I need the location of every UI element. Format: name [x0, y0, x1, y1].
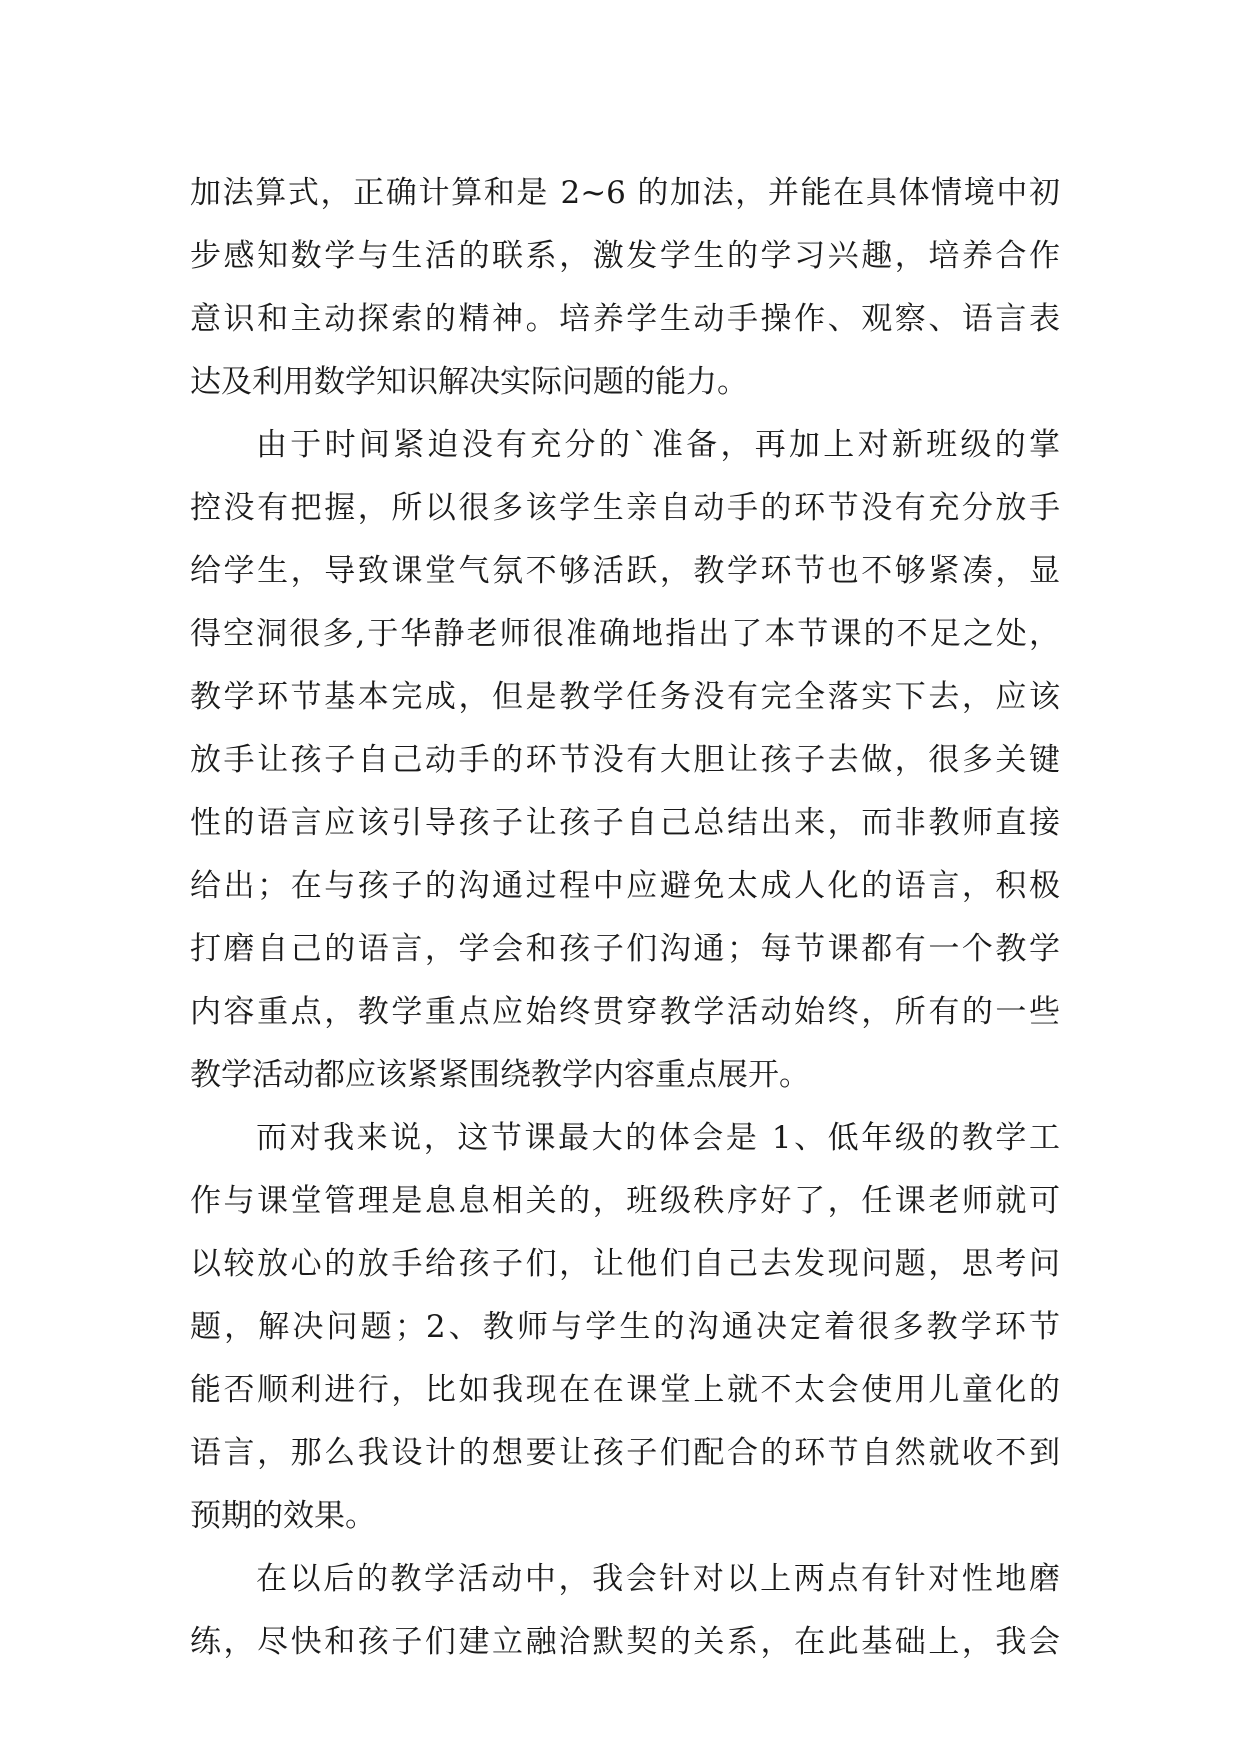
text-line: 意识和主动探索的精神。培养学生动手操作、观察、语言表: [190, 301, 1060, 337]
text-line: 性的语言应该引导孩子让孩子自己总结出来，而非教师直接: [190, 805, 1060, 841]
paragraph-first-line: 由于时间紧迫没有充分的`准备，再加上对新班级的掌: [256, 427, 1060, 463]
text-line: 控没有把握，所以很多该学生亲自动手的环节没有充分放手: [190, 490, 1060, 526]
text-line: 教学活动都应该紧紧围绕教学内容重点展开。: [190, 1057, 810, 1093]
paragraph-first-line: 而对我来说，这节课最大的体会是 1、低年级的教学工: [256, 1120, 1060, 1156]
text-line: 练，尽快和孩子们建立融洽默契的关系，在此基础上，我会: [190, 1624, 1060, 1660]
text-line: 给学生，导致课堂气氛不够活跃，教学环节也不够紧凑，显: [190, 553, 1060, 589]
text-line: 教学环节基本完成，但是教学任务没有完全落实下去，应该: [190, 679, 1060, 715]
text-line: 以较放心的放手给孩子们，让他们自己去发现问题，思考问: [190, 1246, 1060, 1282]
text-line: 步感知数学与生活的联系，激发学生的学习兴趣，培养合作: [190, 238, 1060, 274]
body-text: [190, 162, 1060, 1674]
text-line: 内容重点，教学重点应始终贯穿教学活动始终，所有的一些: [190, 994, 1060, 1030]
text-line: 达及利用数学知识解决实际问题的能力。: [190, 364, 748, 400]
text-line: 放手让孩子自己动手的环节没有大胆让孩子去做，很多关键: [190, 742, 1060, 778]
text-line: 得空洞很多,于华静老师很准确地指出了本节课的不足之处，: [190, 616, 1060, 652]
text-line: 作与课堂管理是息息相关的，班级秩序好了，任课老师就可: [190, 1183, 1060, 1219]
text-line: 能否顺利进行，比如我现在在课堂上就不太会使用儿童化的: [190, 1372, 1060, 1408]
text-line: 给出；在与孩子的沟通过程中应避免太成人化的语言，积极: [190, 868, 1060, 904]
text-line: 加法算式，正确计算和是 2~6 的加法，并能在具体情境中初: [190, 175, 1060, 211]
text-line: 预期的效果。: [190, 1498, 376, 1534]
paragraph-first-line: 在以后的教学活动中，我会针对以上两点有针对性地磨: [256, 1561, 1060, 1597]
text-line: 题，解决问题；2、教师与学生的沟通决定着很多教学环节: [190, 1309, 1060, 1345]
text-line: 打磨自己的语言，学会和孩子们沟通；每节课都有一个教学: [190, 931, 1060, 967]
text-line: 语言，那么我设计的想要让孩子们配合的环节自然就收不到: [190, 1435, 1060, 1471]
